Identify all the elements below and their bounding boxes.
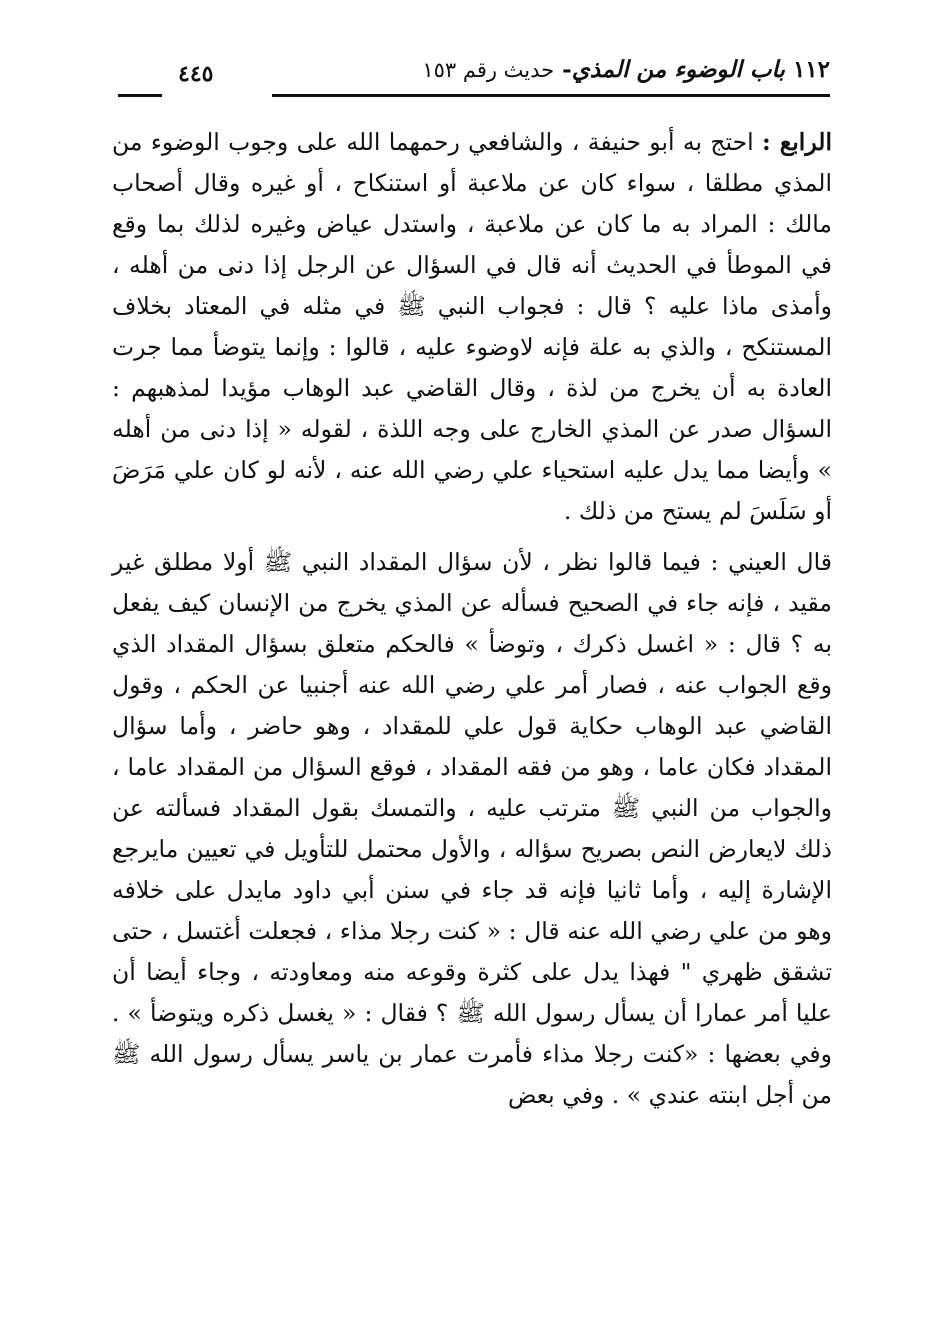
chapter-title: باب الوضوء من المذي	[571, 56, 785, 83]
body-text	[112, 122, 832, 1116]
title-separator: -	[562, 56, 572, 83]
paragraph-2	[112, 542, 832, 1116]
page-number: ٤٤٥	[170, 58, 221, 90]
paragraph-1	[112, 122, 832, 532]
paragraph-text: احتج به أبو حنيفة ، والشافعي رحمهما الله على وجوب الوضوء من المذي مطلقا ، سواء كان عن ملاعبة أو استنكاح ، أو غيره وقال أصحاب مالك : المراد به ما كان عن ملاعبة ، واستدل عياض وغيره لذلك بما وقع في الموطأ في الحديث أنه قال في السؤال عن الرجل إذا دنى من أهله ، وأمذى ماذا عليه ؟ قال : فجواب النبي ﷺ في مثله في المعتاد بخلاف المستنكح ، والذي به علة فإنه لاوضوء عليه ، قالوا : وإنما يتوضأ مما جرت العادة به أن يخرج من لذة ، وقال القاضي عبد الوهاب مؤيدا لمذهبهم : السؤال صدر عن المذي الخارج على وجه اللذة ، لقوله « إذا دنى من أهله » وأيضا مما يدل عليه استحياء علي رضي الله عنه ، لأنه لو كان علي مَرَضَ أو سَلَسَ لم يستح من ذلك .	[112, 128, 832, 525]
page-header	[118, 52, 830, 100]
hadith-reference: حديث رقم ١٥٣	[422, 58, 555, 82]
header-rule-short	[118, 94, 162, 97]
running-title	[422, 54, 830, 86]
chapter-number: ١١٢	[792, 56, 830, 83]
paragraph-text: قال العيني : فيما قالوا نظر ، لأن سؤال المقداد النبي ﷺ أولا مطلق غير مقيد ، فإنه جاء في الصحيح فسأله عن المذي يخرج من الإنسان كيف يفعل به ؟ قال : « اغسل ذكرك ، وتوضأ » فالحكم متعلق بسؤال المقداد الذي وقع الجواب عنه ، فصار أمر علي رضي الله عنه أجنبيا عن الحكم ، وقول القاضي عبد الوهاب حكاية قول علي للمقداد ، وهو حاضر ، وأما سؤال المقداد فكان عاما ، وهو من فقه المقداد ، فوقع السؤال من المقداد عاما ، والجواب من النبي ﷺ مترتب عليه ، والتمسك بقول المقداد فسألته عن ذلك لايعارض النص بصريح سؤاله ، والأول محتمل للتأويل في تعيين مايرجع الإشارة إليه ، وأما ثانيا فإنه قد جاء في سنن أبي داود مايدل على خلافه وهو من علي رضي الله عنه قال : « كنت رجلا مذاء ، فجعلت أغتسل ، حتى تشقق ظهري " فهذا يدل على كثرة وقوعه منه ومعاودته ، وجاء أيضا أن عليا أمر عمارا أن يسأل رسول الله ﷺ ؟ فقال : « يغسل ذكره ويتوضأ » . وفي بعضها : «كنت رجلا مذاء فأمرت عمار بن ياسر يسأل رسول الله ﷺ من أجل ابنته عندي » . وفي بعض	[112, 548, 832, 1109]
paragraph-lead: الرابع :	[762, 128, 832, 156]
